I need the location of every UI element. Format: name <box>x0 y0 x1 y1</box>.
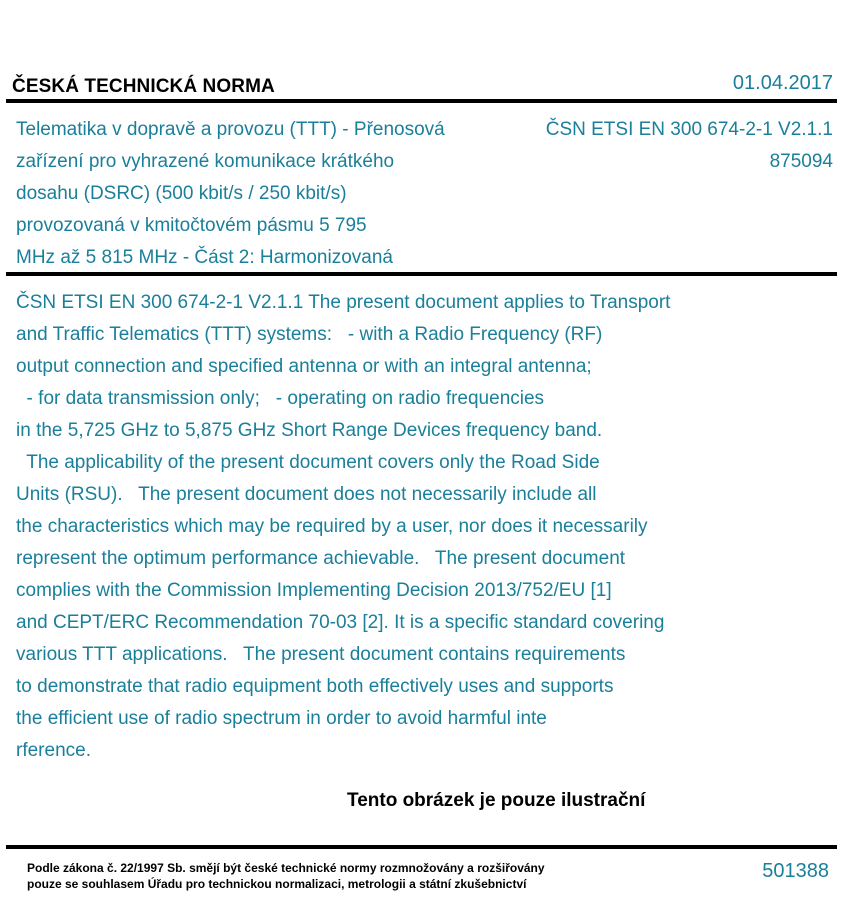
effective-date: 01.04.2017 <box>732 72 833 94</box>
abstract-text <box>16 287 776 767</box>
header-divider <box>6 99 837 103</box>
abstract-line: The applicability of the present document covers only the Road Side <box>16 452 600 473</box>
abstract-line: various TTT applications. The present document contains requirements <box>16 644 626 665</box>
title-line: zařízení pro vyhrazené komunikace krátkého <box>16 151 395 172</box>
abstract-line: and Traffic Telematics (TTT) systems: - with a Radio Frequency (RF) <box>16 324 603 345</box>
document-type-title: ČESKÁ TECHNICKÁ NORMA <box>12 76 275 97</box>
standard-designation: ČSN ETSI EN 300 674-2-1 V2.1.1 <box>545 119 833 140</box>
illustration-notice: Tento obrázek je pouze ilustrační <box>347 790 646 811</box>
legal-line: Podle zákona č. 22/1997 Sb. smějí být české technické normy rozmnožovány a rozšiřovány <box>27 861 545 875</box>
legal-notice <box>27 860 545 892</box>
czech-title <box>16 114 506 274</box>
abstract-line: - for data transmission only; - operating on radio frequencies <box>16 388 545 409</box>
abstract-line: rference. <box>16 740 91 761</box>
catalog-number: 875094 <box>769 151 833 172</box>
footer-divider <box>6 845 837 849</box>
title-divider <box>6 272 837 276</box>
abstract-line: the efficient use of radio spectrum in order to avoid harmful inte <box>16 708 547 729</box>
standard-identification <box>546 114 833 178</box>
title-line: MHz až 5 815 MHz - Část 2: Harmonizovaná <box>16 247 393 268</box>
title-line: provozovaná v kmitočtovém pásmu 5 795 <box>16 215 367 236</box>
abstract-line: complies with the Commission Implementing Decision 2013/752/EU [1] <box>16 580 612 601</box>
document-id: 501388 <box>762 860 829 882</box>
abstract-line: and CEPT/ERC Recommendation 70-03 [2]. It is a specific standard covering <box>16 612 665 633</box>
abstract-line: ČSN ETSI EN 300 674-2-1 V2.1.1 The present document applies to Transport <box>16 292 671 313</box>
title-line: dosahu (DSRC) (500 kbit/s / 250 kbit/s) <box>16 183 347 204</box>
abstract-line: represent the optimum performance achievable. The present document <box>16 548 626 569</box>
abstract-line: Units (RSU). The present document does not necessarily include all <box>16 484 597 505</box>
abstract-line: output connection and specified antenna or with an integral antenna; <box>16 356 592 377</box>
abstract-line: to demonstrate that radio equipment both effectively uses and supports <box>16 676 614 697</box>
legal-line: pouze se souhlasem Úřadu pro technickou normalizaci, metrologii a státní zkušebnictví <box>27 877 527 891</box>
abstract-line: the characteristics which may be required by a user, nor does it necessarily <box>16 516 648 537</box>
title-line: Telematika v dopravě a provozu (TTT) - Přenosová <box>16 119 445 140</box>
abstract-line: in the 5,725 GHz to 5,875 GHz Short Range Devices frequency band. <box>16 420 603 441</box>
